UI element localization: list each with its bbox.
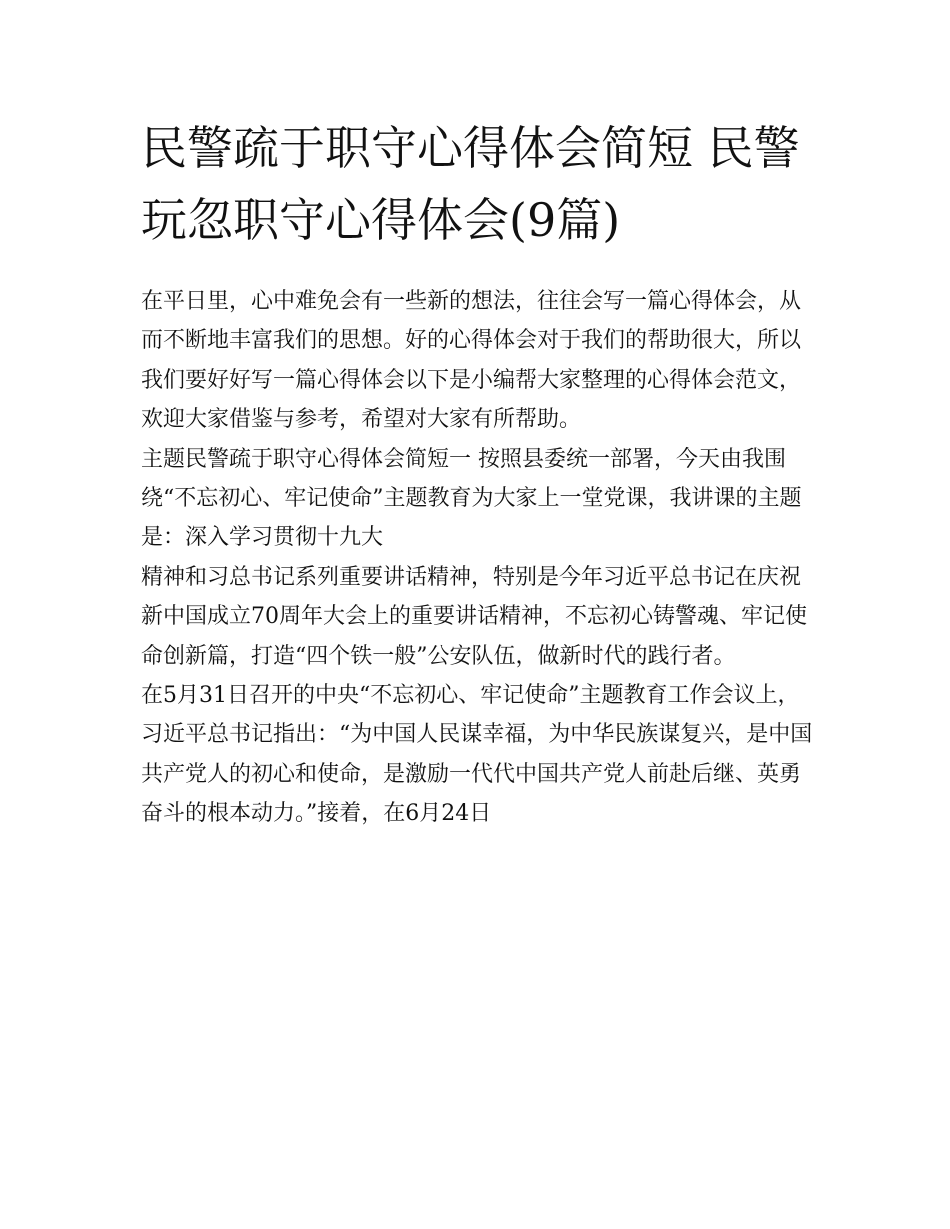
paragraph-topic: 主题民警疏于职守心得体会简短一 按照县委统一部署，今天由我围绕“不忘初心、牢记使命”主题教育为大家上一堂党课，我讲课的主题是：深入学习贯彻十九大 (141, 446, 802, 551)
paragraph-intro: 在平日里，心中难免会有一些新的想法，往往会写一篇心得体会，从而不断地丰富我们的思想。好的心得体会对于我们的帮助很大，所以我们要好好写一篇心得体会以下是小编帮大家整理的心得体会范文，欢迎大家借鉴与参考，希望对大家有所帮助。 (141, 289, 802, 433)
document-title: 民警疏于职守心得体会简短 民警玩忽职守心得体会(9篇) (141, 121, 800, 247)
document-body (141, 282, 821, 834)
paragraph-meeting: 在5月31日召开的中央“不忘初心、牢记使命”主题教育工作会议上，习近平总书记指出：“为中国人民谋幸福，为中华民族谋复兴，是中国共产党人的初心和使命，是激励一代代中国共产党人前赴后继、英勇奋斗的根本动力。”接着，在6月24日 (141, 683, 813, 827)
paragraph-spirit: 精神和习总书记系列重要讲话精神，特别是今年习近平总书记在庆祝新中国成立70周年大会上的重要讲话精神，不忘初心铸警魂、牢记使命创新篇，打造“四个铁一般”公安队伍，做新时代的践行者。 (141, 564, 807, 669)
